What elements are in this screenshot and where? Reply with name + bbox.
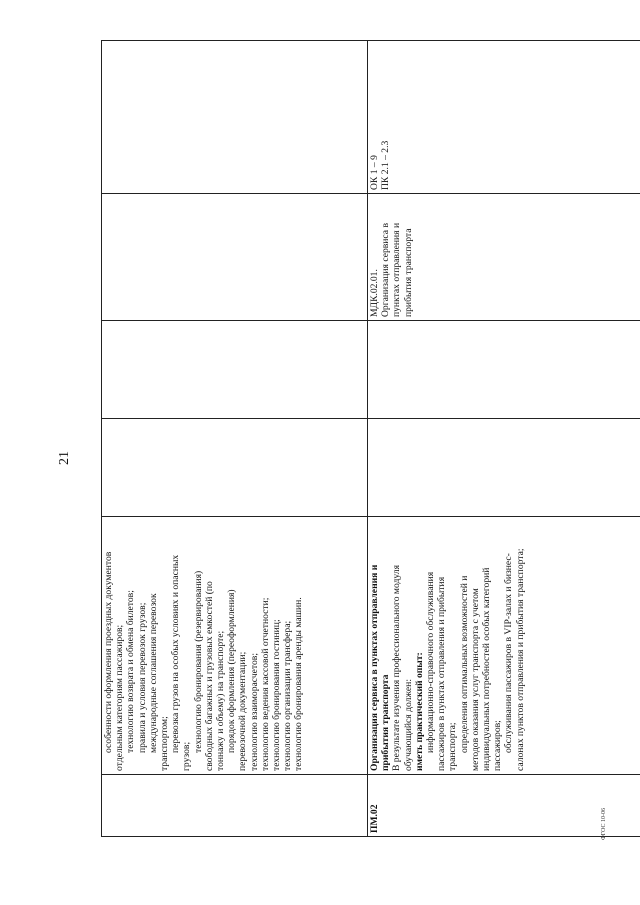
competence-codes	[369, 44, 391, 190]
discipline-line: прибытия транспорта	[402, 228, 414, 317]
module-line: пассажиров в пунктах отправления и прибытия	[436, 576, 448, 771]
content-cell-module	[368, 517, 640, 775]
module-line: обучающийся должен:	[402, 679, 414, 771]
landscape-table-page	[101, 41, 640, 837]
discipline-cell-empty	[102, 194, 368, 321]
table-row	[368, 41, 640, 837]
knowledge-line: технологию бронирования гостиниц;	[271, 619, 283, 771]
knowledge-line: международные соглашения перевозок	[147, 593, 159, 753]
discipline-cell	[368, 194, 640, 321]
knowledge-line: транспортом;	[159, 716, 171, 771]
knowledge-line: особенности оформления проездных документов	[103, 551, 114, 753]
table-row	[102, 41, 368, 837]
competence-cell-empty	[102, 41, 368, 194]
module-line: Организация сервиса в пунктах отправления и	[369, 564, 380, 771]
knowledge-line: технологию бронирования аренды машин.	[293, 597, 305, 771]
footer-code: ФГОС 10-06	[601, 808, 607, 840]
knowledge-line: технологию ведения кассовой отчетности;	[259, 597, 271, 771]
competence-cell	[368, 41, 640, 194]
module-line: методов оказания услуг транспорта с учетом	[469, 588, 481, 771]
knowledge-line: технологию организации трансфера;	[282, 620, 294, 771]
knowledge-line: тоннажу и объему) на транспорте;	[215, 630, 227, 771]
discipline-line: МДК.02.01.	[369, 269, 380, 317]
index-cell-empty	[102, 775, 368, 837]
knowledge-line: перевозочной документации;	[237, 651, 249, 771]
module-line: В результате изучения профессионального модуля	[391, 565, 403, 771]
knowledge-line: технологию возврата и обмена билетов;	[125, 590, 137, 753]
content-cell-knowledge	[102, 517, 368, 775]
module-line: информационно-справочного обслуживания	[425, 571, 437, 753]
page-number: 21	[57, 451, 72, 465]
hours-cell-empty	[102, 321, 368, 419]
hours-cell-empty	[368, 419, 640, 517]
knowledge-list	[103, 520, 305, 771]
knowledge-line: перевозка грузов на особых условиях и опасных	[170, 554, 182, 753]
curriculum-table	[101, 40, 640, 837]
knowledge-line: правила и условия перевозок грузов;	[136, 602, 148, 753]
module-line: иметь практический опыт:	[413, 652, 425, 771]
module-description	[369, 520, 526, 771]
module-line: обслуживания пассажиров в VIP-залах и бизнес-	[503, 553, 515, 753]
knowledge-line: свободных багажных и грузовых емкостей (по	[203, 581, 215, 771]
module-line: определения оптимальных возможностей и	[458, 575, 470, 753]
module-line: пассажиров;	[492, 720, 504, 771]
knowledge-line: порядок оформления (переоформления)	[226, 589, 238, 753]
discipline-line: Организация сервиса в	[380, 223, 392, 317]
competence-line: ПК 2.1 – 2.3	[380, 140, 392, 190]
competence-line: ОК 1 – 9	[369, 155, 380, 190]
module-line: прибытия транспорта	[380, 674, 392, 771]
hours-cell-empty	[102, 419, 368, 517]
knowledge-line: отдельным категориям пассажиров;	[114, 624, 126, 771]
knowledge-line: технологию взаиморасчетов;	[248, 653, 260, 771]
discipline-line: пунктах отправления и	[391, 222, 403, 317]
hours-cell-empty	[368, 321, 640, 419]
module-line: индивидуальных потребностей особых категорий	[481, 567, 493, 771]
module-line: транспорта;	[447, 722, 459, 771]
discipline-text	[369, 197, 414, 317]
module-code: ПМ.02	[368, 775, 640, 837]
knowledge-line: грузов;	[181, 741, 193, 771]
knowledge-line: технологию бронирования (резервирования)	[192, 570, 204, 753]
module-line: салонах пунктов отправления и прибытия транспорта;	[514, 548, 526, 771]
